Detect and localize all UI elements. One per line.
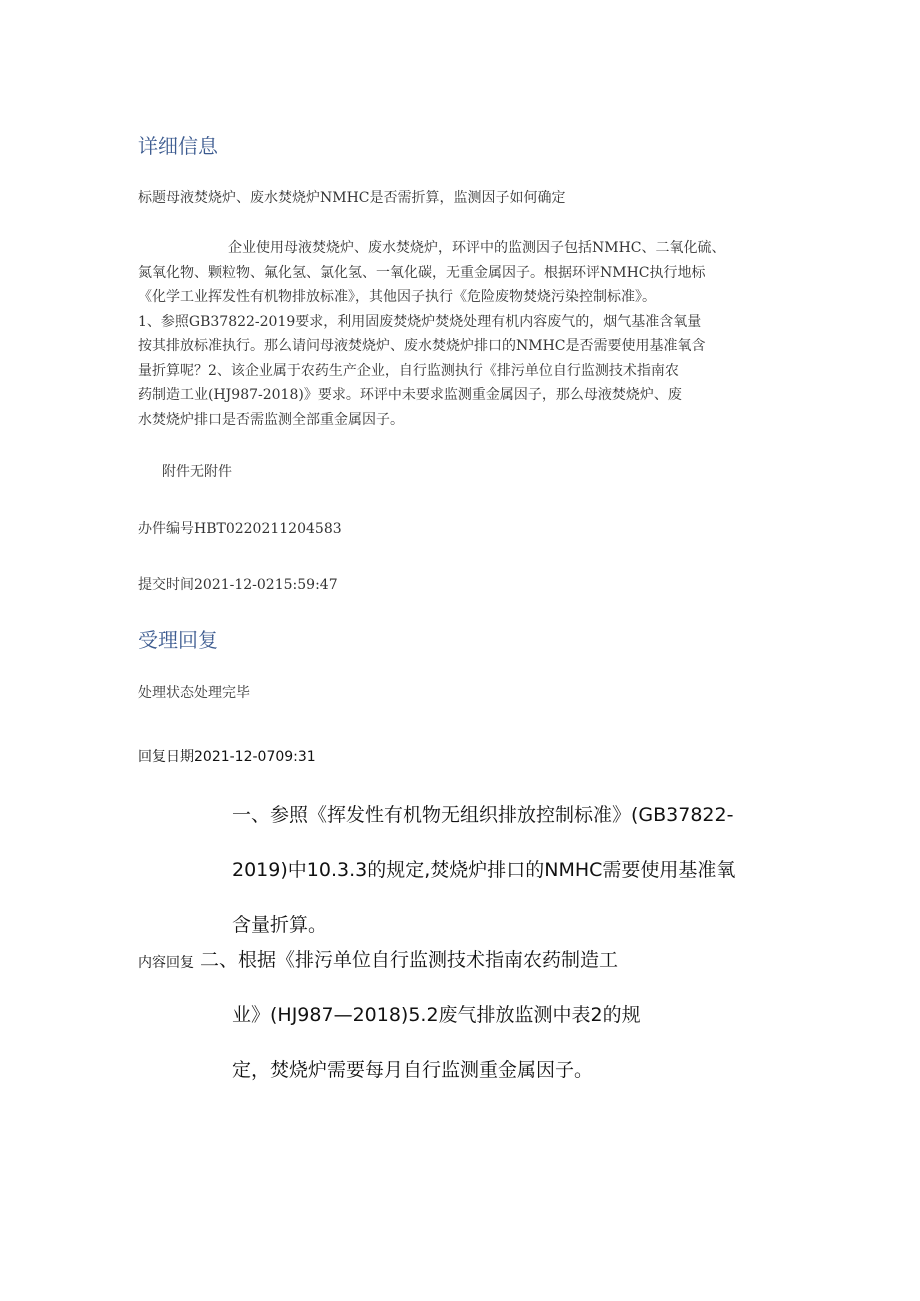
detail-title: 标题母液焚烧炉、废水焚烧炉NMHC是否需折算，监测因子如何确定: [138, 190, 566, 206]
detail-heading: 详细信息: [138, 134, 218, 158]
reply-line: 定，焚烧炉需要每月自行监测重金属因子。: [232, 1059, 594, 1081]
body-line: 氮氧化物、颗粒物、氟化氢、氯化氢、一氧化碳，无重金属因子。根据环评NMHC执行地标: [138, 264, 706, 281]
reply-status: 处理状态处理完毕: [138, 685, 250, 701]
submit-time: 提交时间2021-12-0215:59:47: [138, 577, 338, 593]
case-number: 办件编号HBT0220211204583: [138, 521, 342, 537]
body-line: 按其排放标准执行。那么请问母液焚烧炉、废水焚烧炉排口的NMHC是否需要使用基准氧含: [138, 338, 706, 354]
body-line: 企业使用母液焚烧炉、废水焚烧炉，环评中的监测因子包括NMHC、二氧化硫、: [228, 240, 726, 256]
reply-line: 2019)中10.3.3的规定,焚烧炉排口的NMHC需要使用基准氧: [232, 859, 736, 881]
reply-content-part2: [200, 933, 641, 1098]
reply-date: 回复日期2021-12-0709:31: [138, 749, 316, 765]
content-reply-label: 内容回复: [138, 955, 194, 971]
reply-heading: 受理回复: [138, 628, 218, 652]
body-line: 1、参照GB37822-2019要求，利用固废焚烧炉焚烧处理有机内容废气的，烟气基准含氧量: [138, 313, 702, 330]
body-line: 《化学工业挥发性有机物排放标准》，其他因子执行《危险废物焚烧污染控制标准》。: [138, 289, 656, 305]
body-line: 水焚烧炉排口是否需监测全部重金属因子。: [138, 411, 404, 428]
body-line: 量折算呢？2、该企业属于农药生产企业，自行监测执行《排污单位自行监测技术指南农: [138, 362, 679, 379]
reply-line: 含量折算。: [232, 914, 328, 936]
reply-line: 业》(HJ987—2018)5.2废气排放监测中表2的规: [232, 1004, 641, 1026]
body-line: 药制造工业(HJ987-2018)》要求。环评中未要求监测重金属因子，那么母液焚烧炉、废: [138, 387, 682, 403]
reply-content-part1: [232, 788, 735, 953]
reply-line: 一、参照《挥发性有机物无组织排放控制标准》(GB37822-: [232, 804, 734, 826]
detail-body: [138, 236, 726, 432]
attachment: 附件无附件: [162, 464, 232, 480]
reply-line: 二、根据《排污单位自行监测技术指南农药制造工: [200, 949, 619, 971]
